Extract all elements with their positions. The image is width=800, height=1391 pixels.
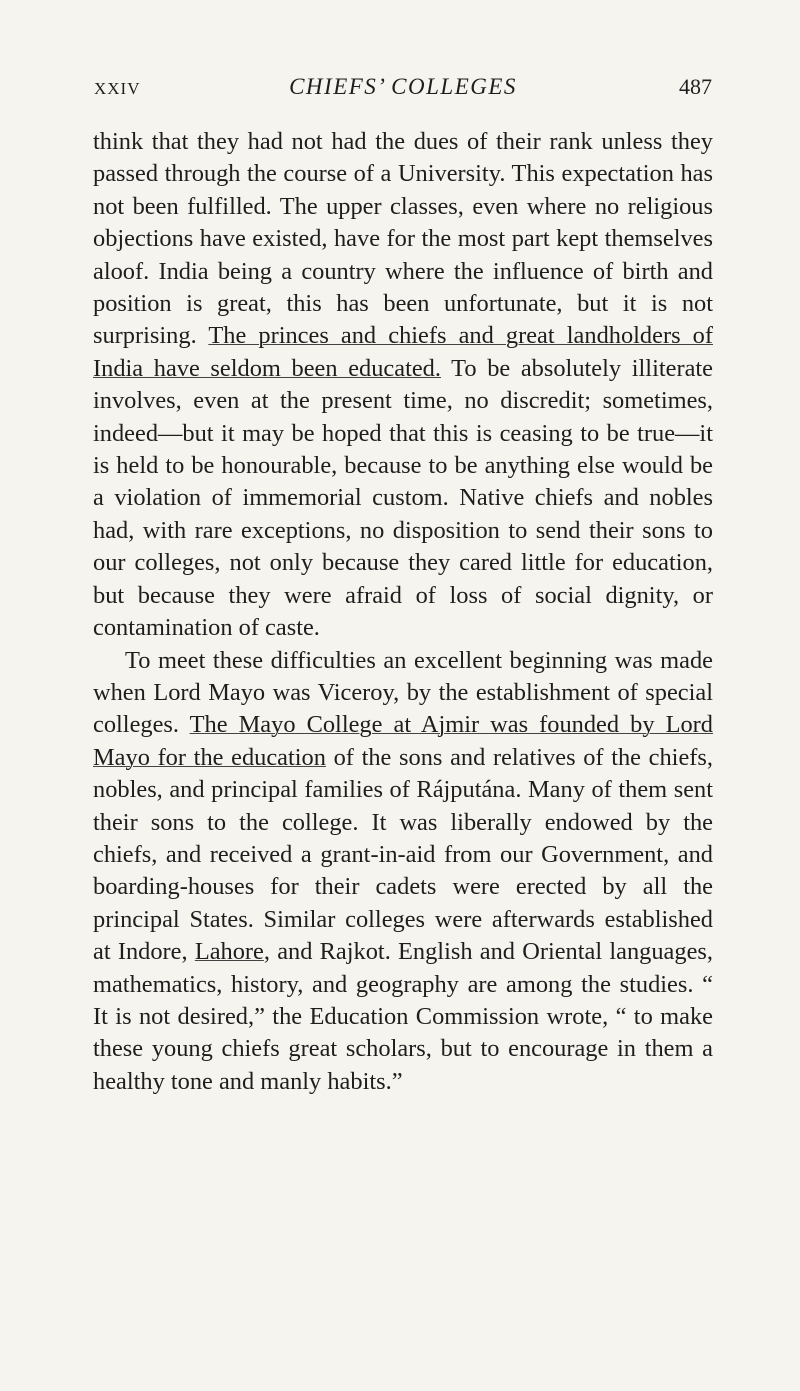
running-title: CHIEFS’ COLLEGES — [289, 74, 517, 99]
running-header — [94, 74, 712, 104]
text-segment: To meet these difficulties an excellent beginning was made when Lord Mayo was Viceroy, by the establishment of special colleges. — [93, 646, 713, 739]
body-text — [93, 126, 713, 1098]
paragraph — [93, 126, 713, 645]
page-number: 487 — [679, 74, 712, 99]
underlined-text: The Mayo College at Ajmir was founded by Lord Mayo for the education — [93, 711, 713, 771]
chapter-number: XXIV — [94, 79, 141, 98]
text-segment: , and Rajkot. English and Oriental languages, mathematics, history, and geography are among the studies. “ It is not desired,” the Education Commission wrote, “ to make these young chiefs great scholars, but to encourage in them a healthy tone and manly habits.” — [93, 938, 713, 1095]
paragraph — [93, 645, 713, 1099]
underlined-text: Lahore — [194, 938, 264, 966]
underlined-text: The princes and chiefs and great landholders of India have seldom been educated. — [93, 322, 713, 382]
text-segment: of the sons and relatives of the chiefs, nobles, and principal families of Rájputána. Many of them sent their sons to the college. It was liberally endowed by the chiefs, and received a grant-in-aid from our Government, and boarding-houses for their cadets were erected by all the principal States. Similar colleges were afterwards established at Indore, — [93, 743, 713, 966]
text-segment: think that they had not had the dues of their rank unless they passed through the course of a University. This expectation has not been fulfilled. The upper classes, even where no religious objections have existed, have for the most part kept themselves aloof. India being a country where the influence of birth and position is great, this has been unfortunate, but it is not surprising. — [93, 128, 713, 350]
text-segment: To be absolutely illiterate involves, even at the present time, no discredit; sometimes, indeed—but it may be hoped that this is ceasing to be true—it is held to be honourable, because to be anything else would be a violation of immemorial custom. Native chiefs and nobles had, with rare exceptions, no disposition to send their sons to our colleges, not only because they cared little for education, but because they were afraid of loss of social dignity, or contamination of caste. — [93, 354, 713, 642]
